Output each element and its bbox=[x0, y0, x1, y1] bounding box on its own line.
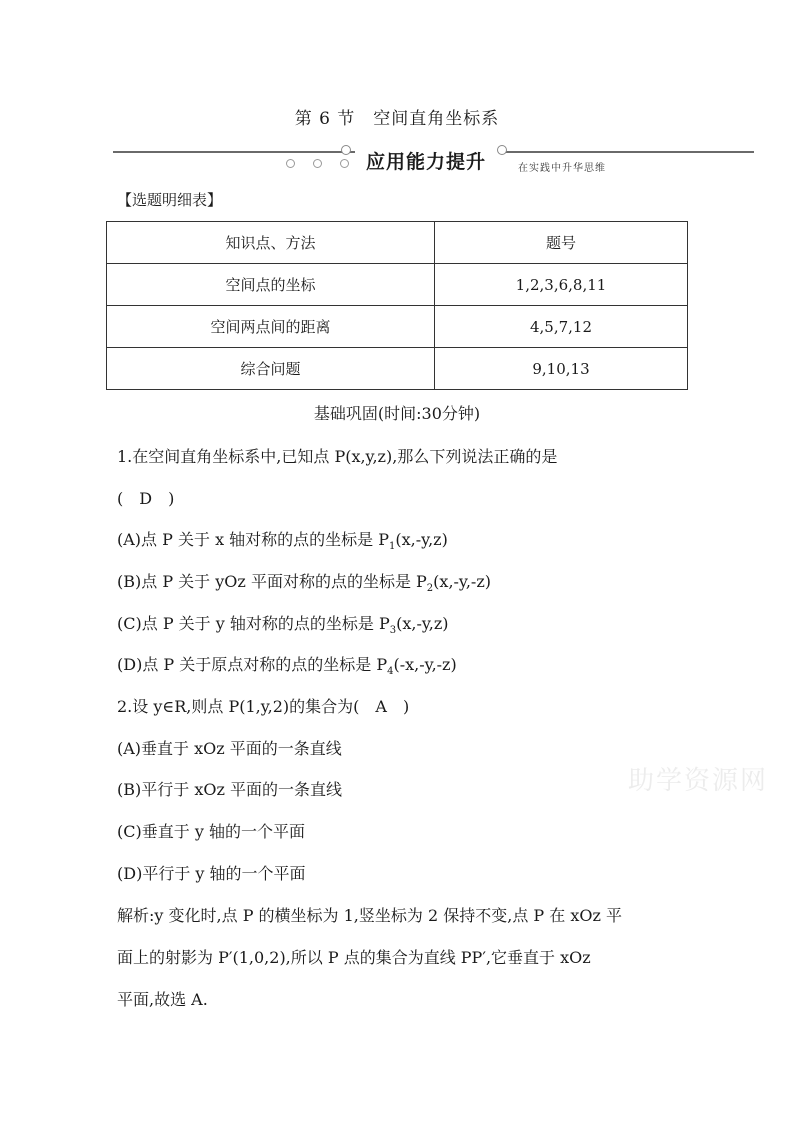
banner-rule-right bbox=[506, 151, 754, 153]
banner-rule-left bbox=[113, 151, 355, 153]
banner-subtitle: 在实践中升华思维 bbox=[518, 163, 606, 174]
banner-title: 应用能力提升 bbox=[366, 151, 487, 173]
analysis-line: 解析:y 变化时,点 P 的横坐标为 1,竖坐标为 2 保持不变,点 P 在 xOz 平 bbox=[117, 906, 623, 925]
section-title: 基础巩固(时间:30分钟) bbox=[313, 404, 481, 423]
table-cell-topic: 综合问题 bbox=[107, 348, 435, 390]
question-1-option-c: (C)点 P 关于 y 轴对称的点的坐标是 $P_3(x,-y,z)$ bbox=[117, 614, 449, 637]
watermark: 助学资源网 bbox=[628, 766, 769, 796]
table-row bbox=[107, 264, 688, 306]
table-cell-topic: 空间两点间的距离 bbox=[107, 306, 435, 348]
banner-hook-icon bbox=[497, 145, 507, 155]
table-cell-numbers: 9,10,13 bbox=[435, 348, 688, 390]
banner-dot-icon bbox=[286, 159, 295, 168]
table-cell-numbers: 4,5,7,12 bbox=[435, 306, 688, 348]
analysis-line: 平面,故选 A. bbox=[117, 990, 208, 1009]
question-1-answer: ( D ) bbox=[117, 489, 175, 508]
analysis-line: 面上的射影为 P′(1,0,2),所以 P 点的集合为直线 PP′,它垂直于 xOz bbox=[117, 948, 591, 967]
table-row bbox=[107, 348, 688, 390]
page-title: 第 6 节 空间直角坐标系 bbox=[294, 109, 500, 129]
detail-table-label: 【选题明细表】 bbox=[117, 191, 223, 209]
question-1-option-d: (D)点 P 关于原点对称的点的坐标是 $P_4(-x,-y,-z)$ bbox=[117, 655, 457, 678]
question-2-option-b: (B)平行于 xOz 平面的一条直线 bbox=[117, 780, 342, 799]
question-1-stem: 1.在空间直角坐标系中,已知点 P(x,y,z),那么下列说法正确的是 bbox=[117, 447, 558, 466]
banner-hook-icon bbox=[341, 145, 351, 155]
question-2-stem: 2.设 y∈R,则点 P(1,y,2)的集合为( A ) bbox=[117, 697, 410, 716]
question-2-option-d: (D)平行于 y 轴的一个平面 bbox=[117, 864, 306, 883]
question-1-option-a: (A)点 P 关于 x 轴对称的点的坐标是 $P_1(x,-y,z)$ bbox=[117, 530, 448, 553]
banner-dot-icon bbox=[313, 159, 322, 168]
table-row bbox=[107, 306, 688, 348]
detail-table bbox=[106, 221, 688, 390]
question-2-option-c: (C)垂直于 y 轴的一个平面 bbox=[117, 822, 305, 841]
table-cell-topic: 空间点的坐标 bbox=[107, 264, 435, 306]
table-cell-numbers: 1,2,3,6,8,11 bbox=[435, 264, 688, 306]
table-header-cell: 知识点、方法 bbox=[107, 222, 435, 264]
table-header-row bbox=[107, 222, 688, 264]
question-1-option-b: (B)点 P 关于 yOz 平面对称的点的坐标是 $P_2(x,-y,-z)$ bbox=[117, 572, 492, 595]
table-header-cell: 题号 bbox=[435, 222, 688, 264]
banner-dot-icon bbox=[340, 159, 349, 168]
question-2-option-a: (A)垂直于 xOz 平面的一条直线 bbox=[117, 739, 342, 758]
